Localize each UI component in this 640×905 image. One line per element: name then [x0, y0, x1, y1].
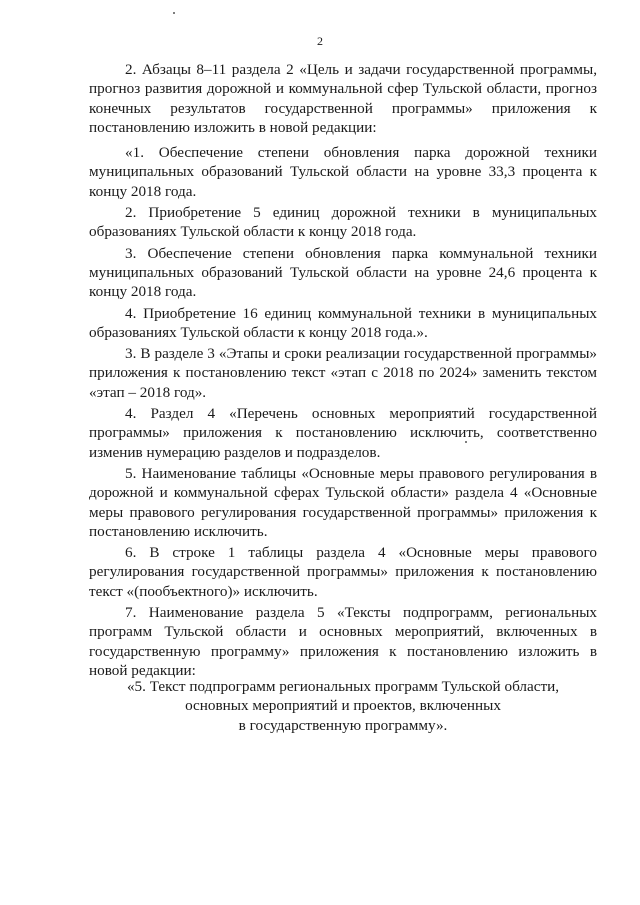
paragraph-item-6: 6. В строке 1 таблицы раздела 4 «Основные меры правового регулирования государственной программы» приложения к постановлению текст «(пообъектного)» исключить.	[89, 544, 597, 600]
scan-speck	[173, 12, 175, 14]
paragraph-item-4: 4. Раздел 4 «Перечень основных мероприятий государственной программы» приложения к постановлению исключить, соответственно изменив нумерацию разделов и подразделов.	[89, 405, 597, 461]
paragraph-item-3: 3. В разделе 3 «Этапы и сроки реализации государственной программы» приложения к постановлению текст «этап с 2018 по 2024» заменить текстом «этап – 2018 год».	[89, 345, 597, 401]
document-body	[89, 60, 597, 680]
paragraph-goal-2: 2. Приобретение 5 единиц дорожной техники в муниципальных образованиях Тульской области к концу 2018 года.	[89, 204, 597, 241]
heading-line-3: в государственную программу».	[238, 716, 448, 734]
paragraph-item-5: 5. Наименование таблицы «Основные меры правового регулирования в дорожной и коммунальной сферах Тульской области» раздела 4 «Основные меры правового регулирования государственной программы» приложения к постановлению исключить.	[89, 464, 597, 540]
section-heading-quote	[89, 677, 597, 735]
paragraph-item-2: 2. Абзацы 8–11 раздела 2 «Цель и задачи государственной программы, прогноз развития дорожной и коммунальной сфер Тульской области, прогноз конечных результатов государственной программы» приложения к постановлению изложить в новой редакции:	[89, 61, 597, 136]
paragraph-item-7: 7. Наименование раздела 5 «Тексты подпрограмм, региональных программ Тульской области и основных мероприятий, включенных в государственную программу» приложения к постановлению изложить в новой редакции:	[89, 604, 597, 679]
paragraph-goal-1: «1. Обеспечение степени обновления парка дорожной техники муниципальных образований Тульской области на уровне 33,3 процента к концу 2018 года.	[89, 144, 597, 200]
heading-line-1: «5. Текст подпрограмм региональных программ Тульской области,	[126, 678, 560, 695]
paragraph-goal-4: 4. Приобретение 16 единиц коммунальной техники в муниципальных образованиях Тульской области к концу 2018 года.».	[89, 304, 597, 341]
page-number: 2	[317, 34, 323, 48]
paragraph-goal-3: 3. Обеспечение степени обновления парка коммунальной техники муниципальных образований Тульской области на уровне 24,6 процента к концу 2018 года.	[89, 244, 597, 301]
heading-line-2: основных мероприятий и проектов, включенных	[185, 697, 501, 715]
